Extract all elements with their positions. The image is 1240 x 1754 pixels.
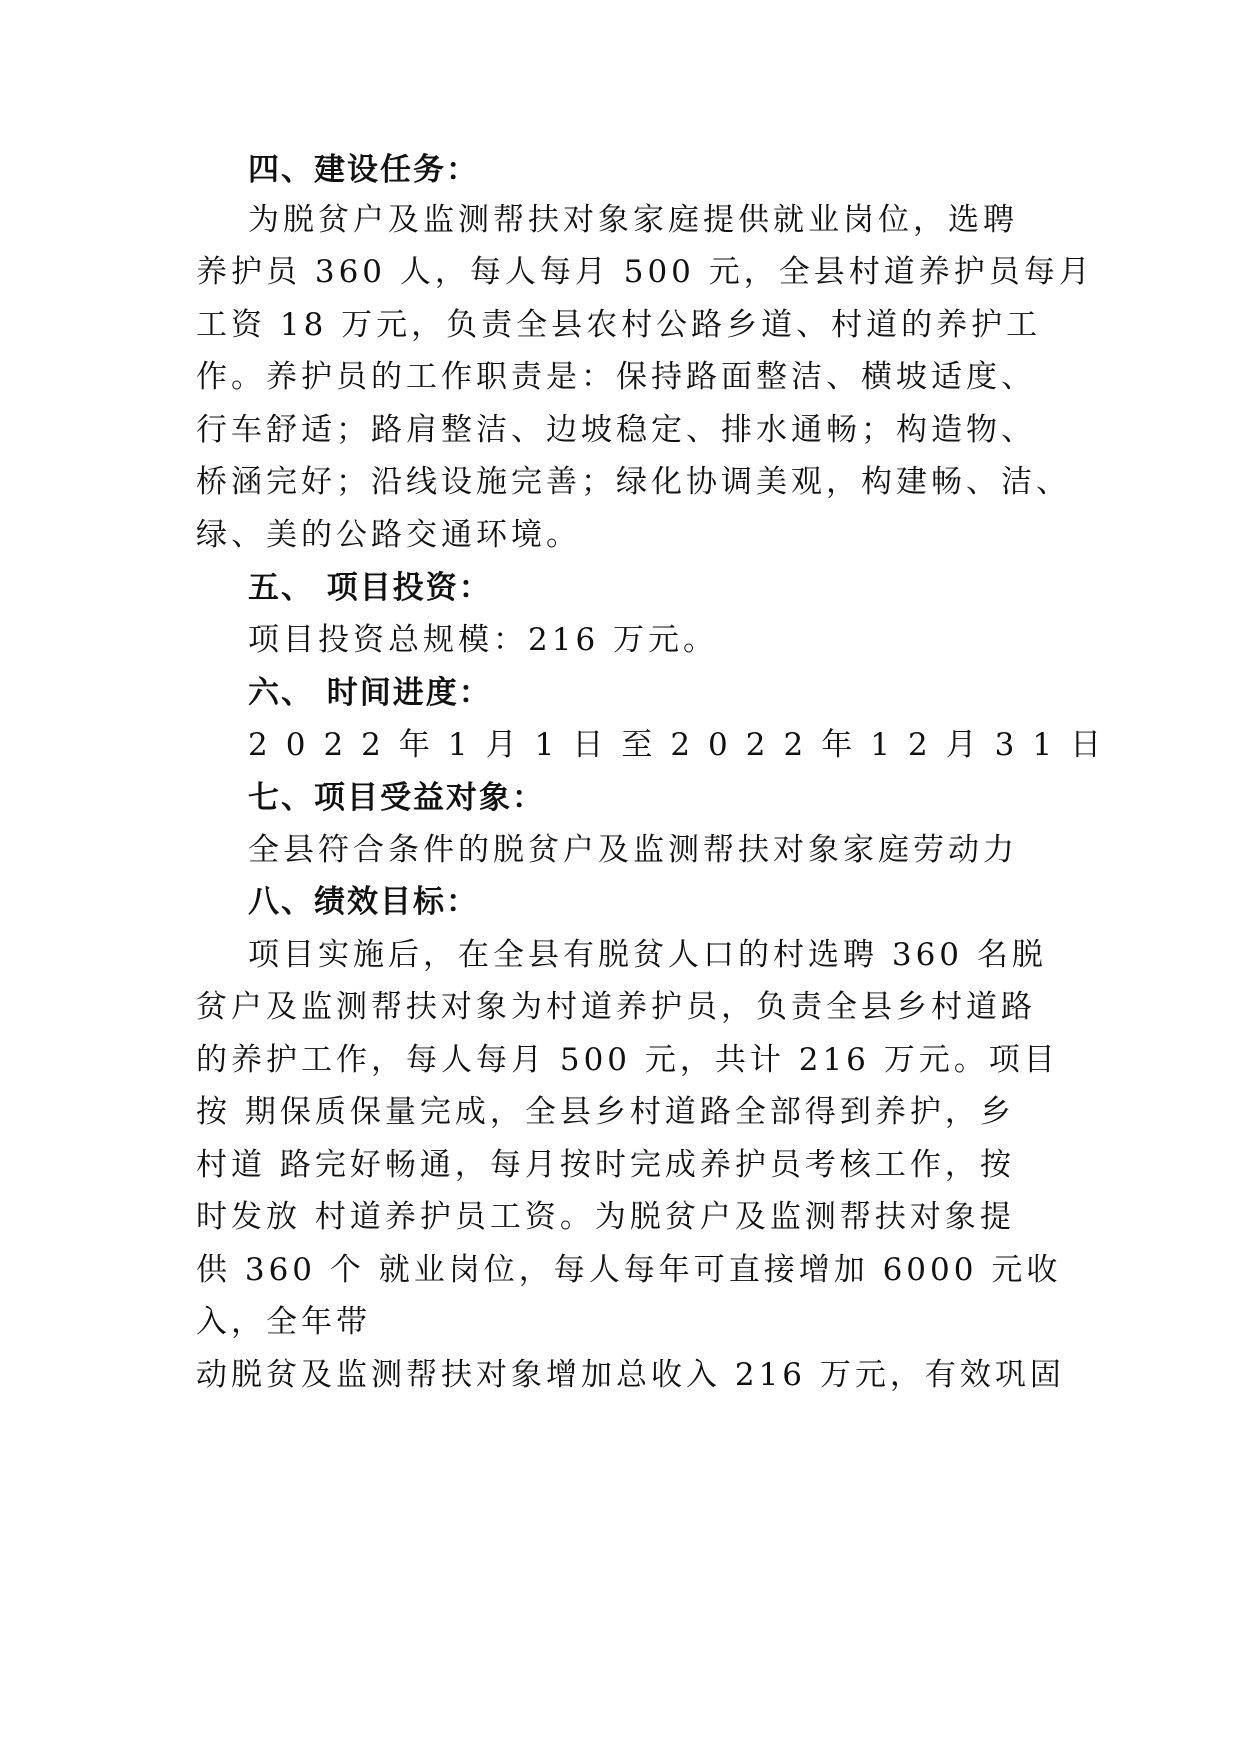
paragraph-line: 供 360 个 就业岗位，每人每年可直接增加 6000 元收 xyxy=(196,1252,1062,1288)
section-heading-beneficiaries: 七、项目受益对象： xyxy=(248,780,545,816)
paragraph-line: 动脱贫及监测帮扶对象增加总收入 216 万元，有效巩固 xyxy=(196,1357,1065,1393)
paragraph-line: 工资 18 万元，负责全县农村公路乡道、村道的养护工 xyxy=(196,307,1042,343)
paragraph-line: 行车舒适；路肩整洁、边坡稳定、排水通畅；构造物、 xyxy=(196,412,1036,448)
section-heading-performance-goals: 八、绩效目标： xyxy=(248,884,479,920)
section-heading-construction-tasks: 四、建设任务： xyxy=(248,152,479,188)
section-heading-project-investment: 五、 项目投资： xyxy=(248,570,492,606)
paragraph-line: 入，全年带 xyxy=(196,1304,371,1340)
paragraph-line: 桥涵完好；沿线设施完善；绿化协调美观，构建畅、洁、 xyxy=(196,464,1071,500)
paragraph-line: 全县符合条件的脱贫户及监测帮扶对象家庭劳动力 xyxy=(248,832,1018,868)
paragraph-line: 按 期保质保量完成，全县乡村道路全部得到养护，乡 xyxy=(196,1094,1015,1130)
paragraph-line: 的养护工作，每人每月 500 元，共计 216 万元。项目 xyxy=(196,1042,1059,1078)
section-heading-schedule: 六、 时间进度： xyxy=(248,675,492,711)
paragraph-line: 项目实施后，在全县有脱贫人口的村选聘 360 名脱 xyxy=(248,937,1047,973)
paragraph-line: 项目投资总规模：216 万元。 xyxy=(248,622,719,658)
paragraph-line: 作。养护员的工作职责是：保持路面整洁、横坡适度、 xyxy=(196,359,1036,395)
paragraph-line: 村道 路完好畅通，每月按时完成养护员考核工作，按 xyxy=(196,1147,1015,1183)
paragraph-line: 为脱贫户及监测帮扶对象家庭提供就业岗位，选聘 xyxy=(248,202,1018,238)
schedule-date-range: 2022年1月1日至2022年12月31日 xyxy=(248,727,1120,763)
paragraph-line: 贫户及监测帮扶对象为村道养护员，负责全县乡村道路 xyxy=(196,989,1036,1025)
paragraph-line: 时发放 村道养护员工资。为脱贫户及监测帮扶对象提 xyxy=(196,1199,1015,1235)
paragraph-line: 绿、美的公路交通环境。 xyxy=(196,517,581,553)
paragraph-line: 养护员 360 人，每人每月 500 元，全县村道养护员每月 xyxy=(196,254,1094,290)
